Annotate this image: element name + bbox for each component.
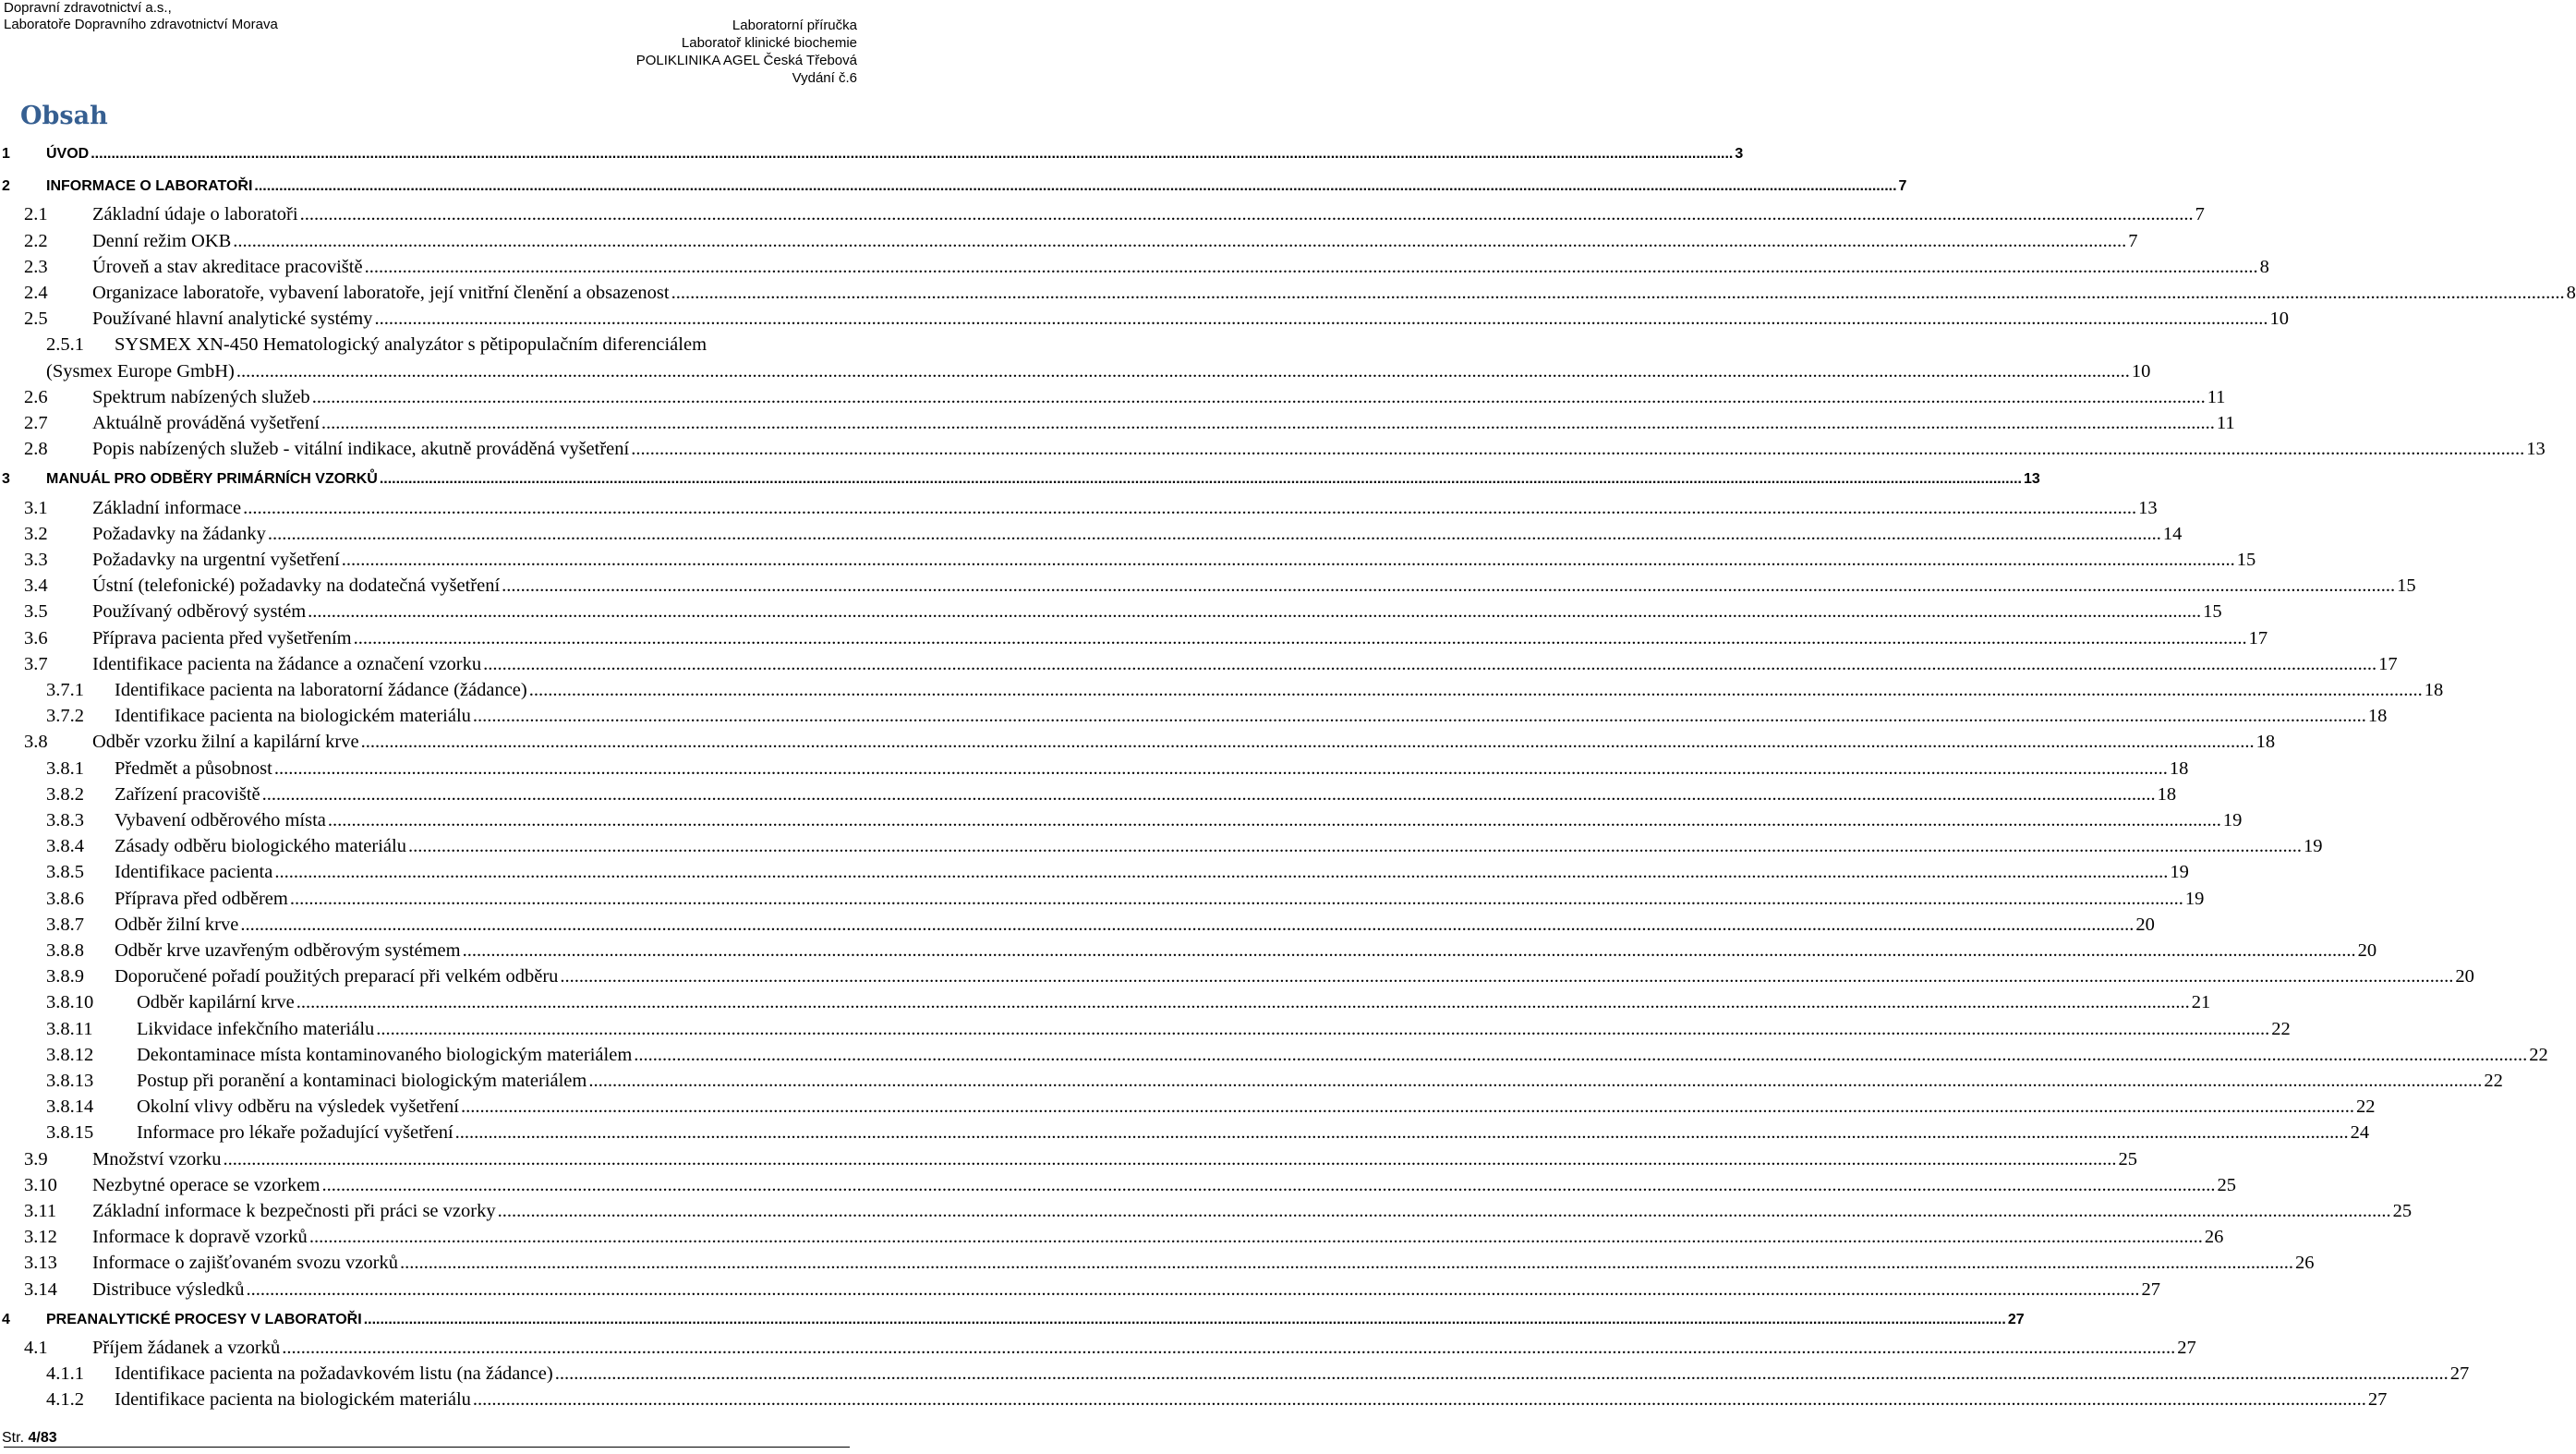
dot-leader: ................................................................................................................................................................................................................................................................................................................................................................................................................ <box>374 309 2268 330</box>
toc-entry-number: 3.7.2 <box>46 706 84 727</box>
toc-entry-page: 15 <box>2236 550 2256 570</box>
edition: Vydání č.6 <box>792 70 857 86</box>
toc-entry-number: 3.8.6 <box>46 888 84 909</box>
toc-entry-page: 18 <box>2157 783 2177 805</box>
dot-leader: ................................................................................................................................................................................................................................................................................................................................................................................................................ <box>273 757 2168 779</box>
toc-entry[interactable] <box>24 439 2546 460</box>
toc-entry[interactable] <box>46 966 2474 988</box>
toc-entry-text: (Sysmex Europe GmbH) <box>46 360 235 382</box>
toc-entry[interactable] <box>2 146 1744 163</box>
toc-entry-number: 4 <box>2 1311 10 1327</box>
toc-entry-page: 25 <box>2118 1148 2137 1169</box>
toc-entry[interactable] <box>46 1097 2376 1118</box>
toc-entry-text: Nezbytné operace se vzorkem <box>92 1174 320 1195</box>
toc-entry-page: 13 <box>2023 471 2040 488</box>
dot-leader: ................................................................................................................................................................................................................................................................................................................................................................................................................ <box>223 1148 2117 1169</box>
dot-leader: ................................................................................................................................................................................................................................................................................................................................................................................................................ <box>528 680 2423 700</box>
dot-leader: ................................................................................................................................................................................................................................................................................................................................................................................................................ <box>379 471 2022 488</box>
toc-entry-number: 2.6 <box>24 386 48 407</box>
toc-entry-number: 4.1 <box>24 1338 48 1358</box>
toc-entry-number: 3.6 <box>24 627 48 648</box>
toc-entry[interactable] <box>24 204 2205 225</box>
toc-entry[interactable] <box>46 810 2243 831</box>
toc-entry-text: Používaný odběrový systém <box>92 601 307 623</box>
dot-leader: ................................................................................................................................................................................................................................................................................................................................................................................................................ <box>254 178 1897 195</box>
toc-entry-number: 3.7.1 <box>46 680 84 700</box>
toc-entry-text: Aktuálně prováděná vyšetření <box>92 413 320 433</box>
dot-leader: ................................................................................................................................................................................................................................................................................................................................................................................................................ <box>364 256 2258 277</box>
toc-entry[interactable] <box>46 706 2388 727</box>
toc-entry-page: 27 <box>2367 1389 2388 1411</box>
company-name: Dopravní zdravotnictví a.s., <box>4 0 172 16</box>
toc-entry[interactable] <box>46 1389 2388 1411</box>
toc-entry-text: Základní údaje o laboratoři <box>92 204 298 225</box>
dot-leader: ................................................................................................................................................................................................................................................................................................................................................................................................................ <box>407 836 2302 857</box>
toc-entry-text: Příprava před odběrem <box>115 888 288 909</box>
toc-entry-text: Informace pro lékaře požadující vyšetření <box>137 1122 454 1144</box>
toc-entry[interactable] <box>46 1071 2503 1092</box>
toc-entry-page: 17 <box>2378 653 2398 674</box>
dot-leader: ................................................................................................................................................................................................................................................................................................................................................................................................................ <box>363 1311 2006 1327</box>
toc-entry-page: 27 <box>2449 1363 2470 1385</box>
toc-entry-text: Informace o zajišťovaném svozu vzorků <box>92 1253 398 1274</box>
toc-entry-number: 3.12 <box>24 1227 57 1248</box>
location-name: POLIKLINIKA AGEL Česká Třebová <box>635 53 857 68</box>
toc-entry-number: 2.5.1 <box>46 334 84 356</box>
toc-entry-page: 7 <box>2128 230 2138 251</box>
toc-entry-text: Základní informace k bezpečnosti při práci se vzorky <box>92 1201 496 1221</box>
toc-entry-text: PREANALYTICKÉ PROCESY V LABORATOŘI <box>46 1311 362 1327</box>
toc-entry-text: Identifikace pacienta na biologickém materiálu <box>115 1389 471 1411</box>
toc-entry-page: 18 <box>2367 706 2388 727</box>
toc-entry-text: INFORMACE O LABORATOŘI <box>46 178 253 195</box>
toc-entry-page: 19 <box>2303 836 2323 857</box>
toc-entry-page: 20 <box>2455 966 2474 988</box>
toc-entry-text: Odběr kapilární krve <box>137 992 295 1013</box>
dot-leader: ................................................................................................................................................................................................................................................................................................................................................................................................................ <box>502 576 2396 597</box>
toc-entry-text: Odběr vzorku žilní a kapilární krve <box>92 732 359 753</box>
toc-entry-text: Příjem žádanek a vzorků <box>92 1338 281 1358</box>
toc-entry-number: 3.8.5 <box>46 862 84 883</box>
toc-entry-page: 27 <box>2177 1338 2196 1358</box>
toc-entry-number: 3.7 <box>24 653 48 674</box>
toc-entry-page: 22 <box>2356 1097 2376 1118</box>
toc-entry-number: 3.8.3 <box>46 810 84 830</box>
toc-entry-text: Identifikace pacienta <box>115 862 273 883</box>
dot-leader: ................................................................................................................................................................................................................................................................................................................................................................................................................ <box>311 386 2206 407</box>
toc-entry[interactable] <box>24 523 2183 545</box>
dot-leader: ................................................................................................................................................................................................................................................................................................................................................................................................................ <box>240 914 2135 935</box>
dot-leader: ................................................................................................................................................................................................................................................................................................................................................................................................................ <box>353 627 2247 648</box>
toc-entry[interactable] <box>24 1201 2413 1222</box>
toc-entry-number: 3.4 <box>24 576 48 597</box>
dot-leader: ................................................................................................................................................................................................................................................................................................................................................................................................................ <box>560 966 2454 988</box>
toc-entry-number: 3.14 <box>24 1278 57 1300</box>
toc-entry-page: 25 <box>2217 1174 2236 1195</box>
toc-entry[interactable] <box>46 1122 2370 1144</box>
toc-entry[interactable] <box>24 1338 2196 1359</box>
footer-divider <box>4 1447 850 1448</box>
toc-entry-number: 3.8.11 <box>46 1018 93 1039</box>
toc-entry-text: Popis nabízených služeb - vitální indikace, akutně prováděná vyšetření <box>92 439 630 460</box>
toc-entry-number: 3.8.10 <box>46 992 94 1013</box>
toc-entry-text: Příprava pacienta před vyšetřením <box>92 627 352 648</box>
dot-leader: ................................................................................................................................................................................................................................................................................................................................................................................................................ <box>243 497 2137 518</box>
toc-entry[interactable] <box>24 653 2398 675</box>
toc-entry-number: 2 <box>2 178 10 195</box>
toc-entry[interactable] <box>24 1253 2315 1274</box>
toc-entry[interactable] <box>46 888 2205 910</box>
dot-leader: ................................................................................................................................................................................................................................................................................................................................................................................................................ <box>236 360 2130 382</box>
lab-name: Laboratoře Dopravního zdravotnictví Morava <box>4 17 278 32</box>
toc-entry[interactable] <box>24 1174 2236 1196</box>
toc-entry-text: ÚVOD <box>46 146 90 162</box>
toc-entry-page: 20 <box>2357 940 2377 961</box>
dot-leader: ................................................................................................................................................................................................................................................................................................................................................................................................................ <box>267 523 2161 544</box>
toc-entry-text: Dekontaminace místa kontaminovaného biologickým materiálem <box>137 1044 633 1065</box>
toc-entry-page: 15 <box>2203 601 2222 623</box>
dot-leader: ................................................................................................................................................................................................................................................................................................................................................................................................................ <box>472 1389 2366 1411</box>
toc-entry-page: 26 <box>2294 1253 2315 1274</box>
page-number: 4/83 <box>28 1430 57 1446</box>
toc-entry-page: 7 <box>1898 178 1907 195</box>
toc-entry-page: 15 <box>2397 576 2416 597</box>
toc-entry-text: Identifikace pacienta na požadavkovém listu (na žádance) <box>115 1363 553 1385</box>
dot-leader: ................................................................................................................................................................................................................................................................................................................................................................................................................ <box>634 1044 2528 1065</box>
toc-entry[interactable] <box>24 601 2222 623</box>
toc-entry-number: 3.13 <box>24 1253 57 1274</box>
toc-entry[interactable] <box>46 1044 2548 1066</box>
toc-entry-page: 8 <box>2259 256 2269 277</box>
dot-leader: ................................................................................................................................................................................................................................................................................................................................................................................................................ <box>554 1363 2449 1385</box>
toc-entry-number: 3.8.14 <box>46 1097 94 1118</box>
toc-entry-text: Distribuce výsledků <box>92 1278 245 1300</box>
toc-entry-text: Doporučené pořadí použitých preparací při velkém odběru <box>115 966 559 988</box>
toc-entry-page: 13 <box>2138 497 2158 518</box>
toc-entry-number: 2.7 <box>24 413 48 433</box>
toc-entry-page: 24 <box>2350 1122 2370 1144</box>
toc-entry[interactable] <box>46 757 2189 780</box>
toc-entry-text: Informace k dopravě vzorků <box>92 1227 308 1248</box>
toc-entry-number: 3.1 <box>24 497 48 518</box>
toc-entry-number: 2.2 <box>24 230 48 251</box>
toc-entry-page: 11 <box>2207 386 2226 407</box>
toc-entry-text: MANUÁL PRO ODBĚRY PRIMÁRNÍCH VZORKŮ <box>46 471 378 488</box>
toc-entry[interactable] <box>24 732 2276 753</box>
toc-entry-page: 10 <box>2131 360 2151 382</box>
dot-leader: ................................................................................................................................................................................................................................................................................................................................................................................................................ <box>308 1227 2203 1248</box>
dot-leader: ................................................................................................................................................................................................................................................................................................................................................................................................................ <box>320 413 2215 433</box>
toc-entry-number: 2.3 <box>24 256 48 277</box>
toc-entry-number: 3.8.15 <box>46 1122 94 1144</box>
toc-entry-text: Požadavky na urgentní vyšetření <box>92 550 340 570</box>
toc-entry-number: 4.1.1 <box>46 1363 84 1385</box>
toc-entry-page: 22 <box>2484 1071 2503 1091</box>
toc-entry-text: Postup při poranění a kontaminaci biologickým materiálem <box>137 1071 587 1091</box>
toc-entry-text: Odběr žilní krve <box>115 914 239 935</box>
dot-leader: ................................................................................................................................................................................................................................................................................................................................................................................................................ <box>261 783 2156 805</box>
toc-entry-text: Identifikace pacienta na laboratorní žádance (žádance) <box>115 680 527 700</box>
dot-leader: ................................................................................................................................................................................................................................................................................................................................................................................................................ <box>461 1097 2355 1118</box>
toc-entry-text: Základní informace <box>92 497 242 518</box>
toc-entry-continuation[interactable] <box>46 360 2151 382</box>
toc-entry-page: 7 <box>2195 204 2205 225</box>
toc-entry-page: 14 <box>2162 523 2183 544</box>
toc-entry-number: 3.11 <box>24 1201 57 1221</box>
toc-entry-page: 3 <box>1735 146 1744 162</box>
toc-entry-text: Zásady odběru biologického materiálu <box>115 836 406 857</box>
toc-entry[interactable] <box>24 550 2256 571</box>
toc-entry[interactable] <box>24 256 2269 278</box>
dot-leader: ................................................................................................................................................................................................................................................................................................................................................................................................................ <box>282 1338 2176 1358</box>
toc-entry-number: 3.3 <box>24 550 48 570</box>
dot-leader: ................................................................................................................................................................................................................................................................................................................................................................................................................ <box>360 732 2255 753</box>
toc-entry-page: 19 <box>2184 888 2205 909</box>
dot-leader: ................................................................................................................................................................................................................................................................................................................................................................................................................ <box>588 1071 2483 1091</box>
toc-entry-page: 13 <box>2526 439 2546 460</box>
toc-entry-number: 3.8.1 <box>46 757 84 779</box>
toc-entry-number: 3.9 <box>24 1148 48 1169</box>
toc-entry[interactable] <box>24 386 2226 408</box>
toc-entry[interactable] <box>46 914 2155 936</box>
toc-entry-number: 3.8.4 <box>46 836 84 857</box>
toc-entry-text: Vybavení odběrového místa <box>115 810 326 830</box>
toc-entry-number: 3.8.13 <box>46 1071 94 1091</box>
toc-entry-number: 3.8.7 <box>46 914 84 935</box>
dot-leader: ................................................................................................................................................................................................................................................................................................................................................................................................................ <box>671 283 2565 303</box>
toc-entry[interactable] <box>46 836 2323 857</box>
footer <box>2 1430 57 1447</box>
dot-leader: ................................................................................................................................................................................................................................................................................................................................................................................................................ <box>376 1018 2270 1039</box>
dot-leader: ................................................................................................................................................................................................................................................................................................................................................................................................................ <box>631 439 2525 460</box>
toc-entry-text: SYSMEX XN-450 Hematologický analyzátor s pětipopulačním diferenciálem <box>115 334 707 356</box>
toc-entry-page: 18 <box>2256 732 2276 753</box>
toc-entry-page: 21 <box>2191 992 2211 1013</box>
dot-leader: ................................................................................................................................................................................................................................................................................................................................................................................................................ <box>454 1122 2349 1144</box>
toc-entry-page: 26 <box>2204 1227 2224 1248</box>
toc-entry[interactable] <box>24 627 2268 649</box>
footer-prefix: Str. <box>2 1430 25 1446</box>
page-title: Obsah <box>20 102 108 130</box>
toc-entry-number: 2.8 <box>24 439 48 460</box>
toc-entry-page: 11 <box>2216 413 2235 433</box>
toc-entry[interactable] <box>24 1278 2161 1301</box>
dot-leader: ................................................................................................................................................................................................................................................................................................................................................................................................................ <box>246 1278 2140 1300</box>
toc-entry[interactable] <box>24 497 2158 519</box>
toc-entry-page: 19 <box>2170 862 2189 883</box>
toc-entry-number: 3 <box>2 471 10 488</box>
toc-entry-page: 20 <box>2135 914 2155 935</box>
toc-entry-number: 2.5 <box>24 309 48 330</box>
dot-leader: ................................................................................................................................................................................................................................................................................................................................................................................................................ <box>299 204 2194 225</box>
toc-entry[interactable] <box>46 783 2177 806</box>
toc-entry-page: 22 <box>2271 1018 2291 1039</box>
toc-entry-text: Denní režim OKB <box>92 230 232 251</box>
toc-entry[interactable] <box>24 576 2416 597</box>
dot-leader: ................................................................................................................................................................................................................................................................................................................................................................................................................ <box>462 940 2356 961</box>
dot-leader: ................................................................................................................................................................................................................................................................................................................................................................................................................ <box>399 1253 2293 1274</box>
toc-entry[interactable] <box>46 1018 2291 1040</box>
document-name: Laboratorní příručka <box>732 18 857 33</box>
dot-leader: ................................................................................................................................................................................................................................................................................................................................................................................................................ <box>91 146 1734 162</box>
toc-entry-text: Odběr krve uzavřeným odběrovým systémem <box>115 940 461 961</box>
toc-entry-text: Okolní vlivy odběru na výsledek vyšetření <box>137 1097 460 1118</box>
toc-entry[interactable] <box>2 471 2040 488</box>
toc-entry-number: 3.5 <box>24 601 48 623</box>
toc-entry-number: 2.1 <box>24 204 48 225</box>
toc-entry-text: Spektrum nabízených služeb <box>92 386 310 407</box>
toc-entry-number: 3.8 <box>24 732 48 753</box>
dot-leader: ................................................................................................................................................................................................................................................................................................................................................................................................................ <box>308 601 2202 623</box>
toc-entry-text: Předmět a působnost <box>115 757 272 779</box>
toc-entry-number: 3.8.12 <box>46 1044 94 1065</box>
toc-entry-page: 18 <box>2169 757 2189 779</box>
dot-leader: ................................................................................................................................................................................................................................................................................................................................................................................................................ <box>296 992 2190 1013</box>
dot-leader: ................................................................................................................................................................................................................................................................................................................................................................................................................ <box>497 1201 2391 1221</box>
toc-entry[interactable] <box>24 309 2289 330</box>
toc-entry-text: Organizace laboratoře, vybavení laboratoře, její vnitřní členění a obsazenost <box>92 283 670 303</box>
dot-leader: ................................................................................................................................................................................................................................................................................................................................................................................................................ <box>341 550 2235 570</box>
toc-entry[interactable] <box>46 334 881 356</box>
dot-leader: ................................................................................................................................................................................................................................................................................................................................................................................................................ <box>321 1174 2216 1195</box>
toc-entry-page: 25 <box>2392 1201 2413 1221</box>
toc-entry-text: Ústní (telefonické) požadavky na dodatečná vyšetření <box>92 576 501 597</box>
toc-entry-page: 19 <box>2222 810 2243 830</box>
dot-leader: ................................................................................................................................................................................................................................................................................................................................................................................................................ <box>289 888 2183 909</box>
toc-entry-number: 2.4 <box>24 283 48 303</box>
toc-entry-number: 3.8.2 <box>46 783 84 805</box>
dot-leader: ................................................................................................................................................................................................................................................................................................................................................................................................................ <box>233 230 2127 251</box>
toc-entry-number: 1 <box>2 146 10 162</box>
header-right <box>636 17 857 87</box>
toc-entry[interactable] <box>2 1311 2025 1328</box>
toc-entry[interactable] <box>46 1363 2470 1385</box>
dot-leader: ................................................................................................................................................................................................................................................................................................................................................................................................................ <box>327 810 2221 830</box>
toc-entry[interactable] <box>46 940 2377 962</box>
toc-entry-page: 8 <box>2566 283 2576 303</box>
toc-entry-page: 27 <box>2141 1278 2161 1300</box>
dot-leader: ................................................................................................................................................................................................................................................................................................................................................................................................................ <box>472 706 2366 727</box>
toc-entry[interactable] <box>24 283 2576 304</box>
toc-entry[interactable] <box>24 413 2235 434</box>
toc-entry-number: 3.8.9 <box>46 966 84 988</box>
toc-entry-number: 3.10 <box>24 1174 57 1195</box>
toc-entry-number: 3.2 <box>24 523 48 544</box>
toc-entry-text: Zařízení pracoviště <box>115 783 260 805</box>
toc-entry-page: 22 <box>2529 1044 2548 1065</box>
header-left <box>4 0 278 33</box>
toc-entry-text: Identifikace pacienta na biologickém materiálu <box>115 706 471 727</box>
toc-entry-text: Množství vzorku <box>92 1148 222 1169</box>
toc-entry-number: 3.8.8 <box>46 940 84 961</box>
toc-entry-page: 18 <box>2424 680 2444 700</box>
toc-entry-text: Požadavky na žádanky <box>92 523 266 544</box>
toc-entry-page: 27 <box>2007 1311 2025 1327</box>
toc-entry-page: 10 <box>2269 309 2289 330</box>
toc-entry-text: Úroveň a stav akreditace pracoviště <box>92 256 363 277</box>
toc-entry-text: Likvidace infekčního materiálu <box>137 1018 375 1039</box>
toc-entry-number: 4.1.2 <box>46 1389 84 1411</box>
department-name: Laboratoř klinické biochemie <box>681 35 857 51</box>
dot-leader: ................................................................................................................................................................................................................................................................................................................................................................................................................ <box>483 653 2377 674</box>
toc-entry[interactable] <box>2 178 1907 195</box>
dot-leader: ................................................................................................................................................................................................................................................................................................................................................................................................................ <box>274 862 2169 883</box>
toc-entry[interactable] <box>46 992 2211 1013</box>
toc-entry[interactable] <box>46 862 2189 883</box>
toc-entry[interactable] <box>24 1227 2224 1248</box>
toc-entry-text: Identifikace pacienta na žádance a označení vzorku <box>92 653 482 674</box>
toc-entry-text: Používané hlavní analytické systémy <box>92 309 373 330</box>
toc-entry[interactable] <box>46 680 2444 701</box>
toc-entry-page: 17 <box>2248 627 2268 648</box>
toc-entry[interactable] <box>24 230 2138 252</box>
toc-entry[interactable] <box>24 1148 2137 1170</box>
